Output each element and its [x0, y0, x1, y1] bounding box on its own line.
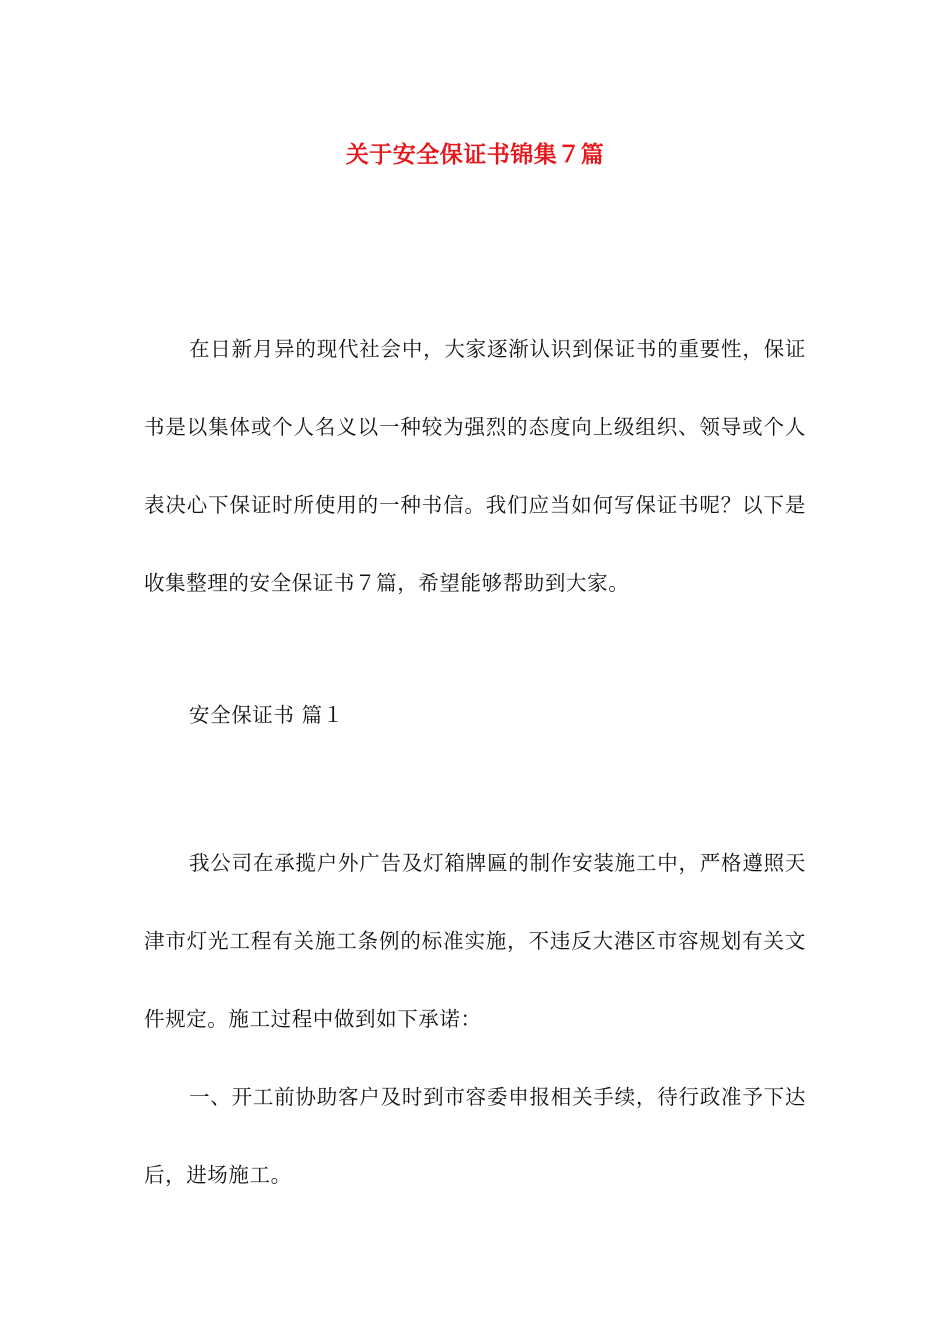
- section-heading: 安全保证书 篇１: [189, 703, 344, 727]
- document-title: 关于安全保证书锦集７篇: [345, 141, 605, 168]
- intro-paragraph: 在日新月异的现代社会中，大家逐渐认识到保证书的重要性，保证书是以集体或个人名义以一种较为强烈的态度向上级组织、领导或个人表决心下保证时所使用的一种书信。我们应当如何写保证书呢？以下是收集整理的安全保证书７篇，希望能够帮助到大家。: [144, 337, 806, 595]
- body-paragraph: 我公司在承揽户外广告及灯箱牌匾的制作安装施工中，严格遵照天津市灯光工程有关施工条例的标准实施，不违反大港区市容规划有关文件规定。施工过程中做到如下承诺：: [144, 851, 806, 1031]
- body-paragraph: 一、开工前协助客户及时到市容委申报相关手续，待行政准予下达后，进场施工。: [144, 1085, 806, 1187]
